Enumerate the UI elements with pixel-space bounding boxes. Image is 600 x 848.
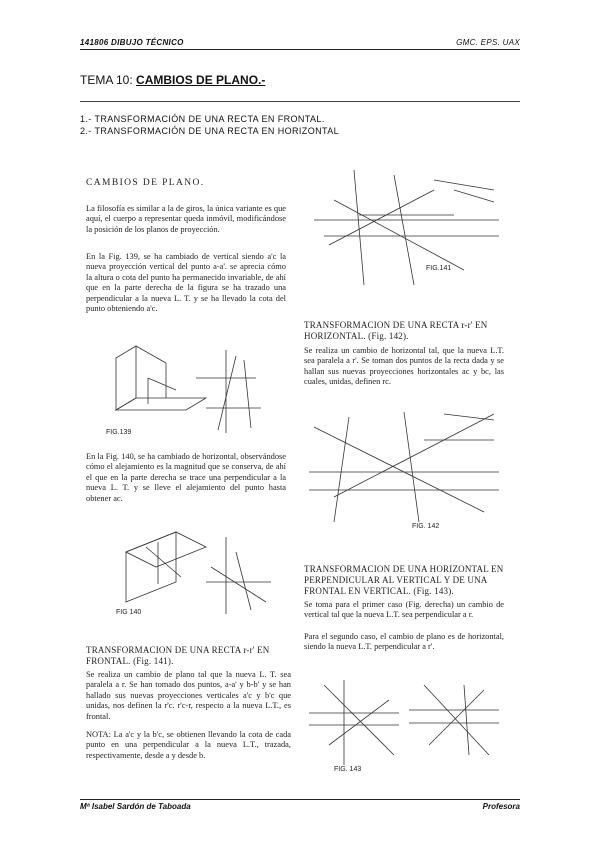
scan-heading: CAMBIOS DE PLANO. <box>86 178 205 188</box>
scan-heading-frontal: TRANSFORMACION DE UNA RECTA r-r' EN FRONTAL. (Fig. 141). <box>86 645 270 666</box>
topic-item-2: 2.- TRANSFORMACIÓN DE UNA RECTA EN HORIZONTAL <box>80 126 340 136</box>
scan-paragraph-2: En la Fig. 139, se ha cambiado de vertical siendo a'c la nueva proyección vertical del punto a-a'. se aprecia cómo la altura o cota del punto ha permanecido invariable, de ahí que en la parte derecha de la figura se ha trazado una perpendicular a la nueva L. T. y se ha llevado la cota del punto obteniendo a'c. <box>86 252 286 314</box>
fig139-label: FIG.139 <box>106 429 132 436</box>
page-title <box>80 73 265 87</box>
scan-paragraph-3: En la Fig. 140, se ha cambiado de horizontal, observándose cómo el alejamiento es la magnitud que se conserva, de ahí el que en la parte derecha se trace una perpendicular a la nueva L. T. y se lleve el alejamiento del punto hasta obtener ac. <box>86 452 286 503</box>
figure-140 <box>86 522 286 620</box>
footer-rule <box>80 799 520 800</box>
topic-item-1: 1.- TRANSFORMACIÓN DE UNA RECTA EN FRONTAL. <box>80 114 325 124</box>
title-main: CAMBIOS DE PLANO.- <box>136 73 266 87</box>
figure-141 <box>304 160 504 292</box>
header-rule <box>80 49 520 50</box>
figure-143 <box>304 675 504 775</box>
scan-paragraph-8: Para el segundo caso, el cambio de plano es de horizontal, siendo la nueva L.T. perpendicular a r'. <box>304 632 504 652</box>
title-prefix: TEMA 10: <box>80 73 137 87</box>
footer-role: Profesora <box>482 802 520 811</box>
figure-142 <box>304 402 504 534</box>
scan-paragraph-4: Se realiza un cambio de plano tal que la nueva L. T. sea paralela a r. Se han tomado dos puntos, a-a' y b-b' y se han hallado sus nuevas proyecciones verticales a'c y b'c que unidas, nos definen la r'c. r'c-r, respecto a la nueva L.T., es frontal. <box>86 670 291 721</box>
header-institution: GMC. EPS. UAX <box>456 38 520 47</box>
title-rule <box>80 101 520 102</box>
footer-author: Mª Isabel Sardón de Taboada <box>80 802 191 811</box>
header-course: 141806 DIBUJO TÉCNICO <box>80 38 184 47</box>
scanned-textbook-page <box>76 160 506 784</box>
scan-heading-horizontal: TRANSFORMACION DE UNA RECTA r-r' EN HORIZONTAL. (Fig. 142). <box>304 320 488 341</box>
fig142-label: FIG. 142 <box>412 523 440 530</box>
figure-139 <box>86 338 286 438</box>
scan-paragraph-5: NOTA: La a'c y la b'c, se obtienen llevando la cota de cada punto en una perpendicular a la nueva L.T., trazada, respectivamente, desde a y desde b. <box>86 730 291 760</box>
fig143-label: FIG. 143 <box>334 766 362 773</box>
scan-heading-perpendicular: TRANSFORMACION DE UNA HORIZONTAL EN PERPENDICULAR AL VERTICAL Y DE UNA FRONTAL EN VERTICAL. (Fig. 143). <box>304 564 504 596</box>
fig140-label: FIG 140 <box>116 609 142 616</box>
scan-paragraph-1: La filosofía es similar a la de giros, la única variante es que aquí, el cuerpo a representar queda inmóvil, modificándose la posición de los planos de proyección. <box>86 204 286 234</box>
fig141-label: FIG.141 <box>426 265 452 272</box>
scan-paragraph-6: Se realiza un cambio de horizontal tal, que la nueva L.T. sea paralela a r'. Se toman dos puntos de la recta dada y se hallan sus nuevas proyecciones horizontales ac y bc, las cuales, unidas, definen rc. <box>304 346 504 387</box>
scan-paragraph-7: Se toma para el primer caso (Fig. derecha) un cambio de vertical tal que la nueva L.T. sea perpendicular a r. <box>304 600 504 620</box>
